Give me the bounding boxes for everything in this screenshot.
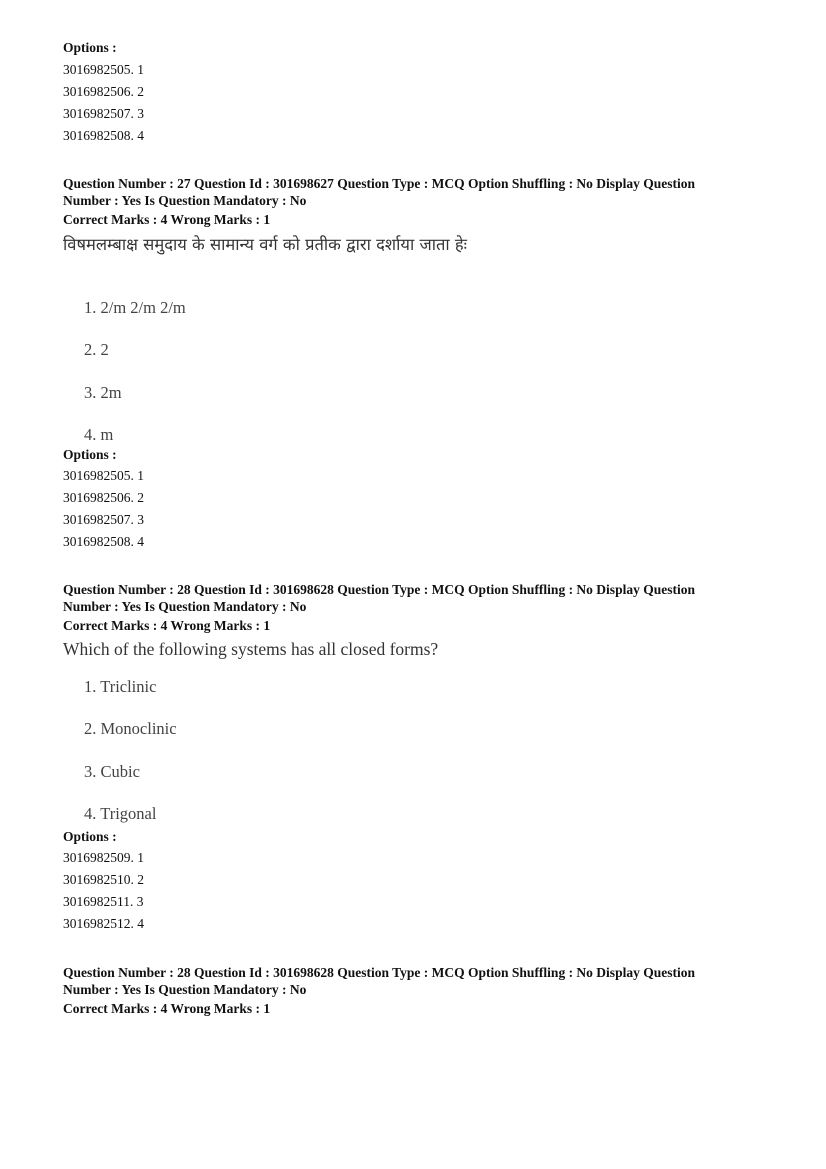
question-header-line1: Question Number : 27 Question Id : 301698627 Question Type : MCQ Option Shuffling : No Display Question bbox=[63, 176, 695, 191]
question-header-line2: Number : Yes Is Question Mandatory : No bbox=[63, 981, 307, 997]
answer-choice: 1. Triclinic bbox=[84, 677, 157, 696]
marks-line: Correct Marks : 4 Wrong Marks : 1 bbox=[63, 618, 271, 633]
option-id: 3016982505. 1 bbox=[63, 62, 144, 77]
option-id: 3016982507. 3 bbox=[63, 512, 144, 527]
option-id: 3016982512. 4 bbox=[63, 916, 144, 931]
question-header-line2: Number : Yes Is Question Mandatory : No bbox=[63, 598, 307, 614]
answer-choice: 1. 2/m 2/m 2/m bbox=[84, 298, 186, 317]
option-id: 3016982507. 3 bbox=[63, 106, 144, 121]
question-header bbox=[63, 582, 763, 615]
option-id: 3016982506. 2 bbox=[63, 490, 144, 505]
options-label: Options : bbox=[63, 447, 117, 462]
option-id: 3016982508. 4 bbox=[63, 534, 144, 549]
question-text: विषमलम्बाक्ष समुदाय के सामान्य वर्ग को प्रतीक द्वारा दर्शाया जाता हेः bbox=[63, 235, 467, 254]
marks-line: Correct Marks : 4 Wrong Marks : 1 bbox=[63, 1001, 271, 1016]
question-header-line2: Number : Yes Is Question Mandatory : No bbox=[63, 192, 307, 208]
answer-choice: 4. m bbox=[84, 425, 114, 444]
question-header-line1: Question Number : 28 Question Id : 301698628 Question Type : MCQ Option Shuffling : No Display Question bbox=[63, 965, 695, 980]
option-id: 3016982505. 1 bbox=[63, 468, 144, 483]
answer-choice: 3. 2m bbox=[84, 383, 122, 402]
option-id: 3016982506. 2 bbox=[63, 84, 144, 99]
question-header bbox=[63, 176, 763, 209]
option-id: 3016982510. 2 bbox=[63, 872, 144, 887]
option-id: 3016982508. 4 bbox=[63, 128, 144, 143]
options-label: Options : bbox=[63, 40, 117, 55]
marks-line: Correct Marks : 4 Wrong Marks : 1 bbox=[63, 212, 271, 227]
answer-choice: 4. Trigonal bbox=[84, 804, 157, 823]
question-header-line1: Question Number : 28 Question Id : 301698628 Question Type : MCQ Option Shuffling : No Display Question bbox=[63, 582, 695, 597]
question-header bbox=[63, 965, 763, 998]
options-label: Options : bbox=[63, 829, 117, 844]
option-id: 3016982509. 1 bbox=[63, 850, 144, 865]
answer-choice: 2. Monoclinic bbox=[84, 719, 177, 738]
answer-choice: 3. Cubic bbox=[84, 762, 140, 781]
question-text: Which of the following systems has all closed forms? bbox=[63, 639, 439, 659]
option-id: 3016982511. 3 bbox=[63, 894, 144, 909]
answer-choice: 2. 2 bbox=[84, 340, 109, 359]
